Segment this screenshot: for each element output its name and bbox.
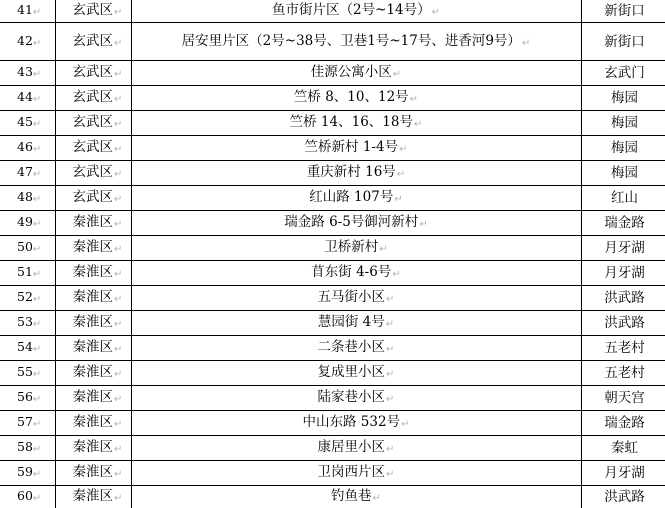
area-cell-text: 新街口 [604,3,645,19]
district-cell [55,23,131,61]
area-cell [581,311,665,336]
paragraph-mark-icon: ↵ [114,419,123,430]
area-cell [581,486,665,508]
table-row [0,486,665,508]
paragraph-mark-icon: ↵ [114,144,123,155]
paragraph-mark-icon: ↵ [32,493,42,504]
address-cell-text: 二条巷小区 [317,339,386,355]
area-cell-text: 红山 [611,190,638,206]
address-cell [131,311,581,336]
address-cell-text: 慧园街 4号 [317,314,385,330]
district-cell [55,486,131,508]
district-cell-text: 玄武区 [72,64,113,80]
area-cell-text: 五老村 [604,340,645,356]
table-row [0,136,665,161]
table-row [0,211,665,236]
paragraph-mark-icon: ↵ [392,69,402,80]
address-cell [131,336,581,361]
area-cell [581,0,665,23]
district-cell [55,0,131,23]
address-cell [131,236,581,261]
district-cell [55,161,131,186]
row-number-cell-text: 43 [17,64,33,79]
table-row [0,386,665,411]
address-cell-text: 中山东路 532号 [302,414,401,430]
paragraph-mark-icon: ↵ [114,219,123,230]
area-cell [581,386,665,411]
paragraph-mark-icon: ↵ [114,469,123,480]
address-cell [131,111,581,136]
address-cell-text: 竺桥 14、16、18号 [289,114,413,130]
paragraph-mark-icon: ↵ [114,493,123,504]
area-cell [581,461,665,486]
row-number-cell [0,211,55,236]
row-number-cell [0,23,55,61]
district-cell-text: 秦淮区 [72,439,113,455]
row-number-cell [0,461,55,486]
row-number-cell [0,186,55,211]
district-cell [55,361,131,386]
address-cell-text: 鱼市街片区（2号~14号） [272,2,431,18]
address-cell [131,161,581,186]
area-cell [581,86,665,111]
table-row [0,286,665,311]
paragraph-mark-icon: ↵ [32,119,42,130]
paragraph-mark-icon: ↵ [114,169,123,180]
area-cell-text: 梅园 [611,90,638,106]
paragraph-mark-icon: ↵ [409,94,419,105]
row-number-cell-text: 41 [17,2,33,17]
address-cell [131,136,581,161]
district-cell [55,386,131,411]
row-number-cell [0,486,55,508]
district-cell [55,236,131,261]
area-cell [581,136,665,161]
table-row [0,361,665,386]
area-cell-text: 五老村 [604,365,645,381]
area-cell [581,111,665,136]
district-cell-text: 秦淮区 [72,364,113,380]
district-cell-text: 秦淮区 [72,488,113,504]
address-cell [131,86,581,111]
paragraph-mark-icon: ↵ [394,194,403,205]
row-number-cell [0,286,55,311]
paragraph-mark-icon: ↵ [114,69,123,80]
area-cell-text: 月牙湖 [604,265,645,281]
district-cell [55,311,131,336]
area-cell-text: 梅园 [611,115,638,131]
row-number-cell [0,361,55,386]
table-row [0,336,665,361]
paragraph-mark-icon: ↵ [386,369,395,380]
paragraph-mark-icon: ↵ [114,344,123,355]
paragraph-mark-icon: ↵ [386,444,395,455]
paragraph-mark-icon: ↵ [386,394,395,405]
district-cell [55,111,131,136]
district-cell-text: 秦淮区 [72,214,113,230]
area-cell-text: 秦虹 [611,440,638,456]
area-cell [581,411,665,436]
address-cell [131,186,581,211]
row-number-cell [0,336,55,361]
district-cell-text: 秦淮区 [72,314,113,330]
paragraph-mark-icon: ↵ [399,144,408,155]
paragraph-mark-icon: ↵ [114,294,123,305]
area-cell-text: 洪武路 [604,489,645,505]
area-cell-text: 瑞金路 [604,415,645,431]
area-cell-text: 朝天宫 [604,390,645,406]
table-row [0,411,665,436]
district-cell-text: 秦淮区 [72,339,113,355]
row-number-cell [0,61,55,86]
row-number-cell-text: 51 [17,264,33,279]
address-cell-text: 竺桥新村 1-4号 [304,139,399,155]
district-cell [55,186,131,211]
area-cell [581,23,665,61]
address-cell [131,211,581,236]
address-cell [131,386,581,411]
district-cell [55,436,131,461]
row-number-cell [0,386,55,411]
paragraph-mark-icon: ↵ [114,7,123,18]
paragraph-mark-icon: ↵ [32,69,42,80]
district-cell [55,86,131,111]
area-cell [581,236,665,261]
district-cell-text: 玄武区 [72,2,113,18]
address-cell-text: 卫桥新村 [324,239,379,255]
row-number-cell [0,0,55,23]
paragraph-mark-icon: ↵ [32,37,42,49]
address-cell [131,436,581,461]
row-number-cell-text: 60 [17,488,33,503]
paragraph-mark-icon: ↵ [386,294,395,305]
row-number-cell-text: 45 [17,114,33,129]
address-cell-text: 重庆新村 16号 [306,164,396,180]
paragraph-mark-icon: ↵ [32,194,42,205]
district-cell-text: 玄武区 [72,164,113,180]
district-cell-text: 玄武区 [72,189,113,205]
paragraph-mark-icon: ↵ [32,394,42,405]
row-number-cell [0,311,55,336]
table-row [0,261,665,286]
row-number-cell [0,161,55,186]
paragraph-mark-icon: ↵ [386,469,395,480]
district-cell-text: 秦淮区 [72,414,113,430]
table-row [0,461,665,486]
paragraph-mark-icon: ↵ [419,219,428,230]
paragraph-mark-icon: ↵ [114,444,123,455]
district-cell [55,136,131,161]
table-row [0,236,665,261]
paragraph-mark-icon: ↵ [114,119,123,130]
paragraph-mark-icon: ↵ [32,444,42,455]
area-cell-text: 新街口 [604,33,645,50]
row-number-cell-text: 47 [17,164,33,179]
paragraph-mark-icon: ↵ [413,119,423,130]
paragraph-mark-icon: ↵ [32,469,42,480]
address-cell [131,261,581,286]
address-cell-text: 居安里片区（2号~38号、卫巷1号~17号、进香河9号） [181,32,521,49]
row-number-cell-text: 46 [17,139,33,154]
address-cell-text: 陆家巷小区 [317,389,386,405]
area-cell [581,61,665,86]
row-number-cell [0,436,55,461]
paragraph-mark-icon: ↵ [114,319,123,330]
paragraph-mark-icon: ↵ [32,419,42,430]
table-row [0,0,665,23]
address-cell-text: 康居里小区 [317,439,386,455]
area-cell-text: 梅园 [611,165,638,181]
area-cell [581,211,665,236]
area-cell-text: 瑞金路 [604,215,645,231]
row-number-cell [0,86,55,111]
area-cell [581,436,665,461]
area-cell [581,286,665,311]
paragraph-mark-icon: ↵ [32,344,42,355]
paragraph-mark-icon: ↵ [114,194,123,205]
table-row [0,161,665,186]
row-number-cell-text: 56 [17,389,33,404]
paragraph-mark-icon: ↵ [32,7,42,18]
paragraph-mark-icon: ↵ [32,269,42,280]
address-cell [131,61,581,86]
address-cell [131,0,581,23]
address-cell-text: 钓鱼巷 [331,488,372,504]
paragraph-mark-icon: ↵ [32,294,42,305]
row-number-cell-text: 50 [17,239,33,254]
address-cell [131,286,581,311]
row-number-cell [0,136,55,161]
row-number-cell-text: 55 [17,364,33,379]
paragraph-mark-icon: ↵ [385,319,395,330]
address-cell-text: 瑞金路 6-5号御河新村 [284,214,419,230]
table-row [0,61,665,86]
district-cell-text: 玄武区 [72,89,113,105]
address-cell [131,411,581,436]
paragraph-mark-icon: ↵ [32,219,42,230]
area-cell-text: 洪武路 [604,315,645,331]
district-cell [55,336,131,361]
district-cell-text: 玄武区 [72,114,113,130]
row-number-cell-text: 57 [17,414,33,429]
address-cell [131,23,581,61]
district-cell [55,261,131,286]
row-number-cell-text: 49 [17,214,33,229]
district-cell [55,211,131,236]
paragraph-mark-icon: ↵ [114,37,123,49]
district-cell [55,61,131,86]
table-row [0,436,665,461]
paragraph-mark-icon: ↵ [521,37,531,49]
paragraph-mark-icon: ↵ [114,369,123,380]
paragraph-mark-icon: ↵ [32,94,42,105]
area-cell [581,186,665,211]
paragraph-mark-icon: ↵ [379,244,388,255]
district-cell [55,411,131,436]
paragraph-mark-icon: ↵ [32,144,42,155]
paragraph-mark-icon: ↵ [32,319,42,330]
district-cell-text: 玄武区 [72,139,113,155]
district-cell-text: 秦淮区 [72,264,113,280]
row-number-cell-text: 53 [17,314,33,329]
area-cell-text: 梅园 [611,140,638,156]
address-cell [131,486,581,508]
paragraph-mark-icon: ↵ [32,369,42,380]
row-number-cell-text: 44 [17,89,33,104]
table-row [0,86,665,111]
table-row [0,23,665,61]
address-cell-text: 卫岗西片区 [317,464,386,480]
area-cell-text: 月牙湖 [604,465,645,481]
address-cell-text: 红山路 107号 [309,189,394,205]
paragraph-mark-icon: ↵ [32,169,42,180]
address-cell-text: 竺桥 8、10、12号 [293,89,409,105]
area-cell-text: 洪武路 [604,290,645,306]
row-number-cell [0,111,55,136]
row-number-cell [0,236,55,261]
row-number-cell [0,261,55,286]
row-number-cell-text: 52 [17,289,33,304]
district-cell-text: 秦淮区 [72,464,113,480]
row-number-cell [0,411,55,436]
row-number-cell-text: 48 [17,189,33,204]
paragraph-mark-icon: ↵ [401,419,410,430]
paragraph-mark-icon: ↵ [114,394,123,405]
paragraph-mark-icon: ↵ [114,94,123,105]
area-cell [581,161,665,186]
area-cell [581,261,665,286]
district-cell [55,461,131,486]
table-row [0,111,665,136]
paragraph-mark-icon: ↵ [431,7,440,18]
table-row [0,186,665,211]
paragraph-mark-icon: ↵ [114,244,123,255]
paragraph-mark-icon: ↵ [114,269,123,280]
address-cell-text: 佳源公寓小区 [310,64,392,80]
paragraph-mark-icon: ↵ [372,493,381,504]
area-cell [581,361,665,386]
district-cell-text: 玄武区 [72,32,113,49]
area-cell-text: 玄武门 [604,65,645,81]
table-row [0,311,665,336]
paragraph-mark-icon: ↵ [396,169,406,180]
row-number-cell-text: 59 [17,464,33,479]
row-number-cell-text: 42 [17,32,33,48]
address-cell [131,461,581,486]
area-cell [581,336,665,361]
row-number-cell-text: 58 [17,439,33,454]
address-cell-text: 五马街小区 [317,289,386,305]
address-cell-text: 苜东街 4-6号 [311,264,392,280]
district-cell-text: 秦淮区 [72,239,113,255]
district-cell-text: 秦淮区 [72,389,113,405]
paragraph-mark-icon: ↵ [386,344,395,355]
address-cell [131,361,581,386]
paragraph-mark-icon: ↵ [392,269,401,280]
paragraph-mark-icon: ↵ [32,244,42,255]
area-cell-text: 月牙湖 [604,240,645,256]
address-cell-text: 复成里小区 [317,364,386,380]
row-number-cell-text: 54 [17,339,33,354]
district-cell [55,286,131,311]
district-cell-text: 秦淮区 [72,289,113,305]
